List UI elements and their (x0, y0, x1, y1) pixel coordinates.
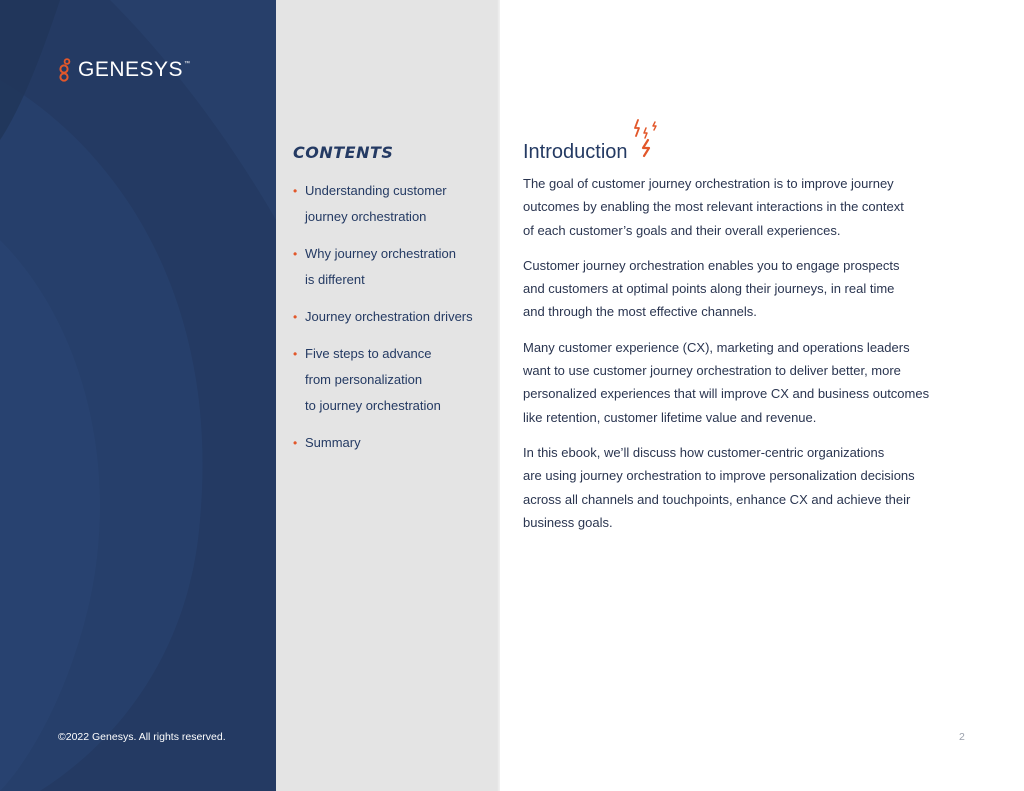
introduction-title: Introduction (523, 141, 628, 163)
introduction-section (523, 140, 963, 546)
genesys-logo-icon (58, 58, 72, 82)
contents-item-drivers[interactable] (293, 304, 473, 330)
paragraph-line: and through the most effective channels. (523, 304, 757, 320)
bullet-icon: • (293, 310, 298, 324)
contents-panel (276, 0, 498, 791)
copyright-notice: ©2022 Genesys. All rights reserved. (58, 731, 226, 743)
paragraph-line: In this ebook, we’ll discuss how customer-centric organizations (523, 444, 885, 460)
paragraph-line: business goals. (523, 514, 613, 530)
paragraph-line: of each customer’s goals and their overall experiences. (523, 222, 841, 238)
contents-item-understanding[interactable] (293, 178, 473, 230)
introduction-paragraph (523, 441, 943, 534)
contents-item-line: from personalization (305, 372, 423, 387)
background-swirl-graphic (0, 0, 276, 791)
paragraph-line: personalized experiences that will improve CX and business outcomes (523, 386, 930, 402)
paragraph-line: want to use customer journey orchestration to deliver better, more (523, 363, 901, 379)
introduction-paragraph (523, 336, 943, 429)
contents-item-five-steps[interactable] (293, 341, 473, 419)
genesys-logo (58, 58, 190, 82)
page-number: 2 (959, 731, 965, 743)
contents-item-line: journey orchestration (305, 209, 427, 224)
contents-item-why-different[interactable] (293, 241, 473, 293)
introduction-header (523, 140, 963, 164)
sparks-icon (628, 118, 662, 162)
contents-item-line: is different (305, 272, 365, 287)
contents-item-line: to journey orchestration (305, 398, 441, 413)
logo-wordmark: GENESYS (78, 58, 184, 81)
introduction-paragraph (523, 254, 943, 324)
contents-item-summary[interactable] (293, 430, 473, 456)
logo-trademark: ™ (184, 61, 191, 67)
paragraph-line: across all channels and touchpoints, enhance CX and achieve their (523, 491, 911, 507)
contents-item-line: Journey orchestration drivers (305, 309, 473, 324)
contents-item-line: Understanding customer (305, 183, 447, 198)
contents-list (293, 178, 473, 467)
paragraph-line: Customer journey orchestration enables you to engage prospects (523, 257, 900, 273)
bullet-icon: • (293, 347, 298, 361)
introduction-paragraph (523, 172, 943, 242)
paragraph-line: like retention, customer lifetime value and revenue. (523, 409, 817, 425)
paragraph-line: Many customer experience (CX), marketing and operations leaders (523, 339, 910, 355)
contents-item-line: Why journey orchestration (305, 246, 457, 261)
bullet-icon: • (293, 247, 298, 261)
left-brand-panel (0, 0, 276, 791)
paragraph-line: outcomes by enabling the most relevant interactions in the context (523, 199, 904, 215)
contents-item-line: Summary (305, 435, 361, 450)
paragraph-line: are using journey orchestration to improve personalization decisions (523, 468, 915, 484)
paragraph-line: and customers at optimal points along their journeys, in real time (523, 281, 895, 297)
bullet-icon: • (293, 436, 298, 450)
contents-heading: CONTENTS (293, 143, 394, 162)
contents-item-line: Five steps to advance (305, 346, 432, 361)
paragraph-line: The goal of customer journey orchestration is to improve journey (523, 176, 894, 191)
bullet-icon: • (293, 184, 298, 198)
